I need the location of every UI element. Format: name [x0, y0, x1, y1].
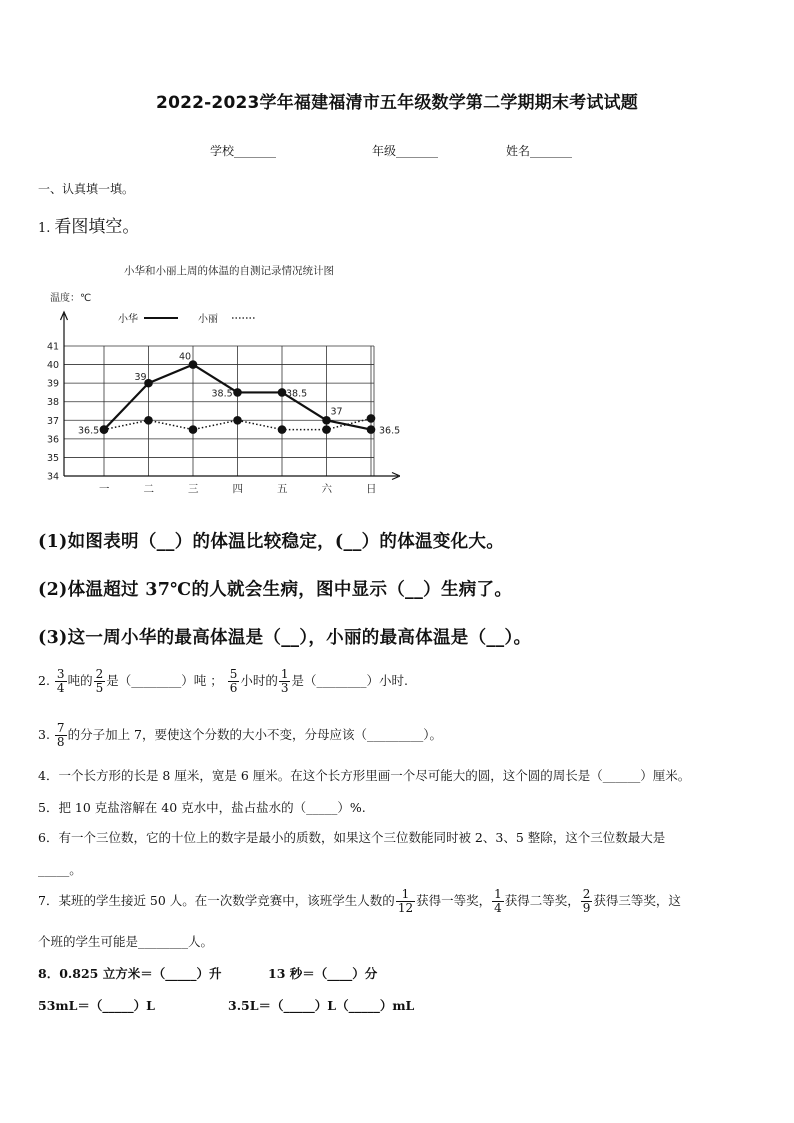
question-6-blank: _____。: [38, 862, 82, 877]
y-axis-label: 温度：℃: [50, 293, 92, 304]
fraction: [581, 888, 593, 915]
x-tick-label: 六: [321, 483, 332, 495]
legend-label-xiaoli: 小丽: [198, 314, 218, 325]
data-point: [233, 416, 242, 425]
question-text: 看图填空。: [54, 217, 140, 237]
data-point: [189, 425, 198, 434]
name-field: 姓名_______: [506, 144, 573, 158]
fraction: [55, 722, 67, 749]
denominator: 9: [582, 901, 591, 915]
data-label: 37: [330, 406, 343, 418]
x-tick-label: 一: [99, 483, 110, 495]
y-tick-label: 41: [47, 341, 60, 353]
data-label: 39: [134, 372, 147, 384]
sub-question-1: (1)如图表明（__）的体温比较稳定，(__）的体温变化大。: [38, 532, 505, 552]
question-8a: 8．0.825 立方米＝（_____）升: [38, 966, 222, 981]
data-point: [367, 414, 376, 423]
question-text: 是（________）吨 ；: [106, 673, 223, 688]
page-title: 2022-2023学年福建福清市五年级数学第二学期期末考试试题: [156, 93, 638, 113]
question-number: 3.: [38, 727, 50, 742]
numerator: 5: [229, 667, 238, 681]
denominator: 8: [56, 735, 65, 749]
question-4: 4．一个长方形的长是 8 厘米，宽是 6 厘米。在这个长方形里画一个尽可能大的圆，这个圆的周长是（______）厘米。: [38, 768, 691, 783]
question-3: [38, 722, 442, 749]
x-tick-label: 五: [277, 483, 288, 495]
section-heading: 一、认真填一填。: [38, 182, 135, 196]
denominator: 5: [95, 681, 104, 695]
sub-question-2: (2)体温超过 37℃的人就会生病，图中显示（__）生病了。: [38, 580, 513, 600]
chart-title: 小华和小丽上周的体温的自测记录情况统计图: [124, 265, 334, 277]
numerator: 7: [56, 721, 65, 735]
numerator: 1: [494, 887, 502, 901]
numerator: 3: [56, 667, 65, 681]
data-label: 36.5: [78, 425, 100, 437]
numerator: 1: [280, 667, 289, 681]
question-6: 6．有一个三位数，它的十位上的数字是最小的质数，如果这个三位数能同时被 2、3、5 整除，这个三位数最大是: [38, 830, 666, 845]
y-tick-label: 37: [47, 415, 60, 427]
denominator: 3: [280, 681, 289, 695]
grade-field: 年级_______: [372, 144, 439, 158]
numerator: 1: [396, 888, 415, 902]
question-text: 获得二等奖，: [504, 893, 580, 908]
fraction: [228, 668, 240, 695]
data-point: [367, 425, 376, 434]
question-text: 获得一等奖，: [416, 893, 492, 908]
question-8b: 13 秒＝（____）分: [268, 966, 378, 981]
question-text: 7．某班的学生接近 50 人。在一次数学竞赛中，该班学生人数的: [38, 893, 395, 908]
denominator: 6: [229, 681, 238, 695]
y-tick-label: 36: [47, 434, 60, 446]
school-field: 学校_______: [210, 144, 277, 158]
data-point: [278, 388, 287, 397]
question-text: 是（________）小时.: [291, 673, 408, 688]
x-tick-label: 日: [366, 483, 377, 495]
plot-area: [47, 312, 400, 495]
y-tick-label: 38: [47, 397, 60, 409]
question-5: 5．把 10 克盐溶解在 40 克水中，盐占盐水的（_____）%.: [38, 800, 366, 815]
question-8c: 53mL＝（_____）L: [38, 998, 155, 1013]
question-text: 的分子加上 7，要使这个分数的大小不变，分母应该（_________）。: [67, 727, 442, 742]
question-7: [38, 888, 681, 915]
denominator: 4: [56, 681, 65, 695]
data-point: [278, 425, 287, 434]
legend-label-xiaohua: 小华: [118, 314, 138, 325]
data-point: [144, 416, 153, 425]
numerator: 2: [95, 667, 104, 681]
numerator: 2: [582, 887, 591, 901]
x-tick-label: 四: [232, 483, 243, 495]
y-tick-label: 40: [47, 360, 60, 372]
data-point: [233, 388, 242, 397]
question-text: 获得三等奖，这: [593, 893, 681, 908]
question-1: [38, 212, 139, 237]
data-label: 36.5: [379, 425, 400, 437]
denominator: 4: [494, 901, 502, 915]
fraction: [55, 668, 67, 695]
y-tick-label: 34: [47, 471, 60, 483]
question-text: 吨的: [67, 673, 93, 688]
denominator: 12: [397, 901, 414, 915]
y-tick-label: 35: [47, 452, 60, 464]
question-7-line-2: 个班的学生可能是________人。: [38, 934, 214, 949]
x-tick-label: 三: [188, 483, 199, 495]
question-number: 1.: [38, 221, 51, 236]
data-label: 38.5: [211, 388, 233, 400]
question-2: [38, 668, 408, 695]
data-label: 40: [179, 351, 192, 363]
fraction: [396, 888, 415, 915]
x-tick-label: 二: [143, 483, 154, 495]
question-number: 2.: [38, 673, 50, 688]
question-text: 小时的: [240, 673, 278, 688]
y-tick-label: 39: [47, 378, 60, 390]
fraction: [279, 668, 291, 695]
fraction: [94, 668, 106, 695]
data-label: 38.5: [286, 388, 308, 400]
sub-question-3: (3)这一周小华的最高体温是（__），小丽的最高体温是（__）。: [38, 628, 532, 648]
data-point: [322, 416, 331, 425]
question-8d: 3.5L＝（_____）L（_____）mL: [228, 998, 415, 1013]
temperature-line-chart: [40, 258, 400, 498]
data-point: [322, 425, 331, 434]
data-point: [100, 425, 109, 434]
fraction: [492, 888, 504, 915]
